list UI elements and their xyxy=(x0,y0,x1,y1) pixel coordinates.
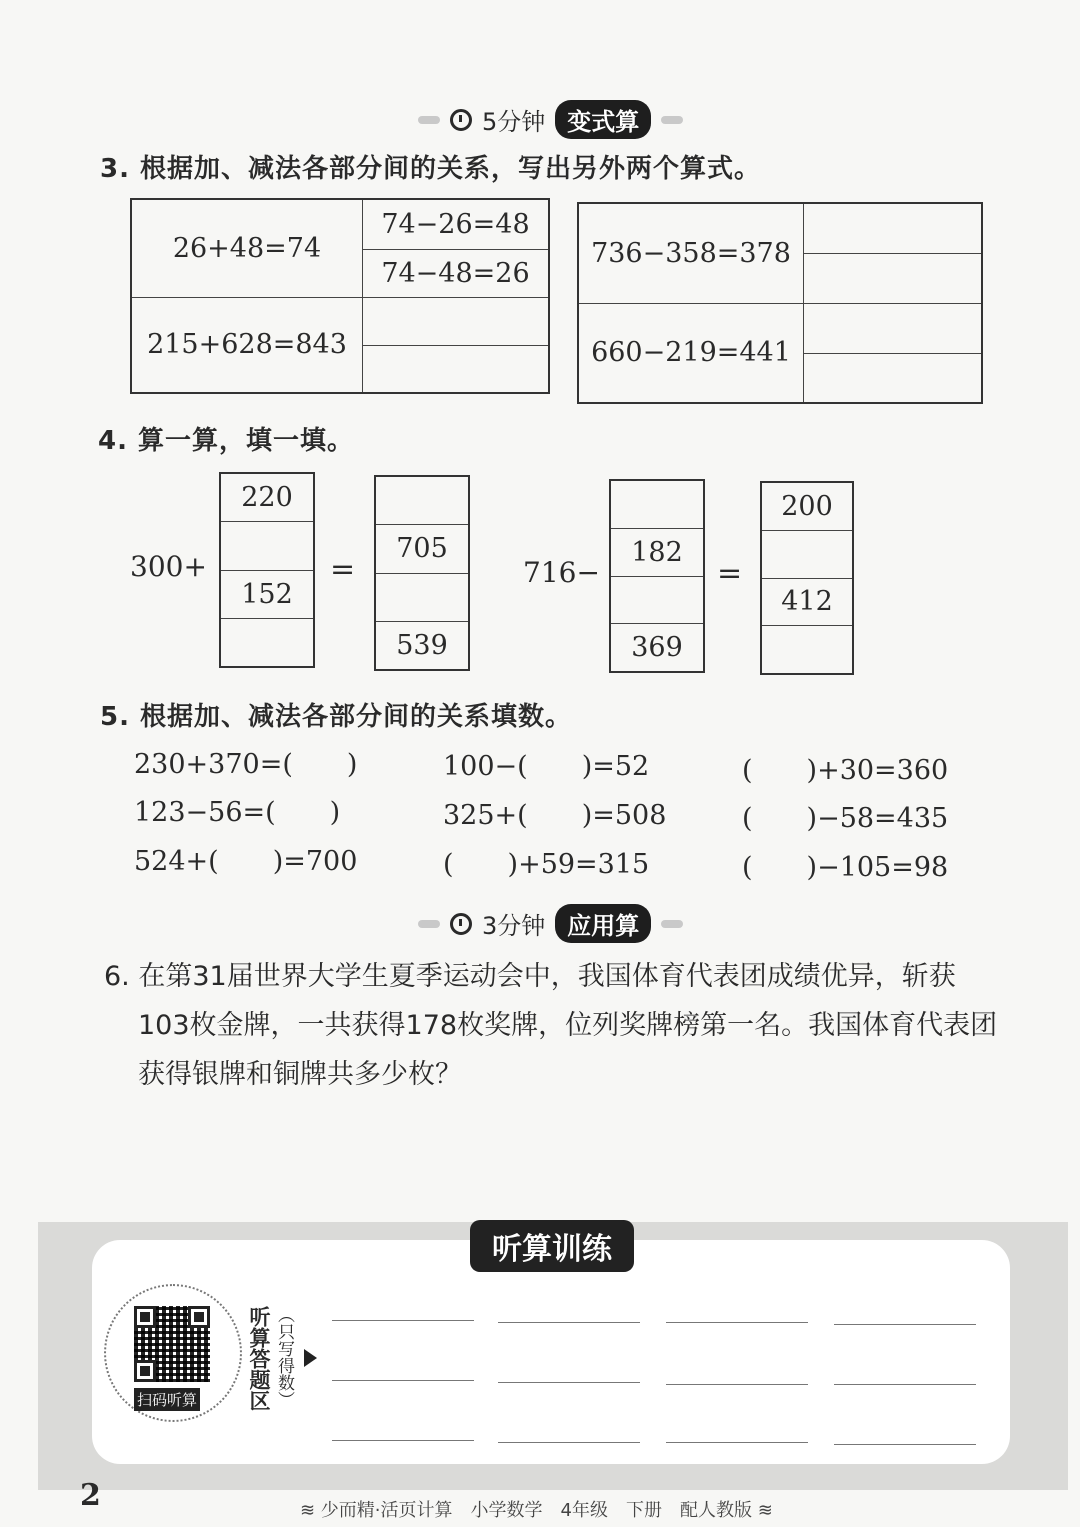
result-column xyxy=(374,475,470,671)
fill-blank[interactable]: 325+( )=508 xyxy=(443,800,667,831)
question-6-line: 获得银牌和铜牌共多少枚？ xyxy=(138,1059,462,1090)
column-cell: 369 xyxy=(631,632,683,664)
divider xyxy=(661,116,683,124)
question-6 xyxy=(104,952,1004,1099)
clock-icon xyxy=(450,913,472,935)
column-cell: 412 xyxy=(762,579,852,627)
fill-blank[interactable]: 123−56=( ) xyxy=(134,797,341,828)
answer-line[interactable] xyxy=(666,1442,808,1443)
qr-finder xyxy=(188,1306,210,1328)
prefix-expression: 300+ xyxy=(130,550,207,583)
answer-cell[interactable]: 74−48=26 xyxy=(363,249,550,297)
given-equation: 660−219=441 xyxy=(578,303,804,403)
qr-caption: 扫码听算 xyxy=(134,1388,200,1411)
answer-area-label: 听算答题区 xyxy=(247,1306,271,1411)
answer-area-note: （只写得数） xyxy=(274,1306,294,1408)
answer-cell[interactable]: 74−26=48 xyxy=(363,199,550,249)
qr-finder xyxy=(134,1306,156,1328)
column-cell: 220 xyxy=(221,474,313,522)
section-time: 5分钟 xyxy=(482,108,546,136)
equals-sign: = xyxy=(330,552,356,587)
fill-blank[interactable]: 230+370=( ) xyxy=(134,749,358,780)
answer-line[interactable] xyxy=(498,1382,640,1383)
answer-line[interactable] xyxy=(666,1384,808,1385)
clock-icon xyxy=(450,109,472,131)
answer-line[interactable] xyxy=(332,1320,474,1321)
section-header-application xyxy=(418,904,683,943)
equals-sign: = xyxy=(717,556,743,591)
divider xyxy=(418,116,440,124)
answer-line[interactable] xyxy=(498,1322,640,1323)
given-equation: 736−358=378 xyxy=(578,203,804,303)
divider xyxy=(418,920,440,928)
answer-line[interactable] xyxy=(834,1384,976,1385)
column-cell[interactable] xyxy=(221,522,313,570)
fill-blank[interactable]: ( )−58=435 xyxy=(742,803,949,834)
fill-blank[interactable]: 100−( )=52 xyxy=(443,751,650,782)
page-number: 2 xyxy=(80,1478,101,1513)
divider xyxy=(661,920,683,928)
answer-cell[interactable] xyxy=(363,345,550,393)
question-4-title: 4. 算一算，填一填。 xyxy=(98,426,355,456)
result-column xyxy=(760,481,854,675)
answer-line[interactable] xyxy=(666,1322,808,1323)
relation-table-left xyxy=(130,198,550,394)
fill-blank[interactable]: ( )+30=360 xyxy=(742,755,949,786)
answer-line[interactable] xyxy=(332,1380,474,1381)
operand-column xyxy=(609,479,705,673)
answer-line[interactable] xyxy=(498,1442,640,1443)
qr-code[interactable] xyxy=(134,1306,210,1382)
prefix-expression: 716− xyxy=(523,556,600,589)
column-cell[interactable] xyxy=(611,481,703,529)
arrow-right-icon xyxy=(304,1349,317,1367)
column-cell[interactable] xyxy=(221,619,313,666)
answer-line[interactable] xyxy=(332,1440,474,1441)
column-cell[interactable] xyxy=(762,626,852,673)
section-label: 变式算 xyxy=(555,100,651,139)
section-header-practice xyxy=(418,100,683,139)
answer-cell[interactable] xyxy=(804,303,983,353)
answer-line[interactable] xyxy=(834,1324,976,1325)
question-3-title: 3. 根据加、减法各部分间的关系，写出另外两个算式。 xyxy=(100,154,762,184)
column-cell: 152 xyxy=(221,571,313,619)
fill-blank[interactable]: ( )+59=315 xyxy=(443,849,650,880)
column-cell: 182 xyxy=(611,529,703,577)
column-cell: 200 xyxy=(762,483,852,531)
given-equation: 215+628=843 xyxy=(131,297,363,393)
answer-cell[interactable] xyxy=(804,253,983,303)
fill-blank[interactable]: ( )−105=98 xyxy=(742,852,949,883)
answer-cell[interactable] xyxy=(363,297,550,345)
question-5-title: 5. 根据加、减法各部分间的关系填数。 xyxy=(100,702,573,732)
qr-finder xyxy=(134,1360,156,1382)
column-cell: 539 xyxy=(396,629,448,661)
answer-line[interactable] xyxy=(834,1444,976,1445)
question-6-line: 103枚金牌，一共获得178枚奖牌，位列奖牌榜第一名。我国体育代表团 xyxy=(138,1010,998,1041)
question-6-line: 6. 在第31届世界大学生夏季运动会中，我国体育代表团成绩优异，斩获 xyxy=(104,961,956,992)
section-time: 3分钟 xyxy=(482,912,546,940)
section-label: 应用算 xyxy=(555,904,651,943)
operand-column xyxy=(219,472,315,668)
book-info: ≋ 少而精·活页计算 小学数学 4年级 下册 配人教版 ≋ xyxy=(300,1500,773,1521)
column-cell[interactable] xyxy=(376,477,468,525)
given-equation: 26+48=74 xyxy=(131,199,363,297)
column-cell[interactable] xyxy=(611,577,703,625)
relation-table-right xyxy=(577,202,983,404)
fill-blank[interactable]: 524+( )=700 xyxy=(134,846,358,877)
column-cell[interactable] xyxy=(762,531,852,579)
answer-cell[interactable] xyxy=(804,353,983,403)
column-cell[interactable] xyxy=(376,574,468,622)
listening-title: 听算训练 xyxy=(470,1220,634,1272)
column-cell: 705 xyxy=(376,525,468,573)
answer-cell[interactable] xyxy=(804,203,983,253)
